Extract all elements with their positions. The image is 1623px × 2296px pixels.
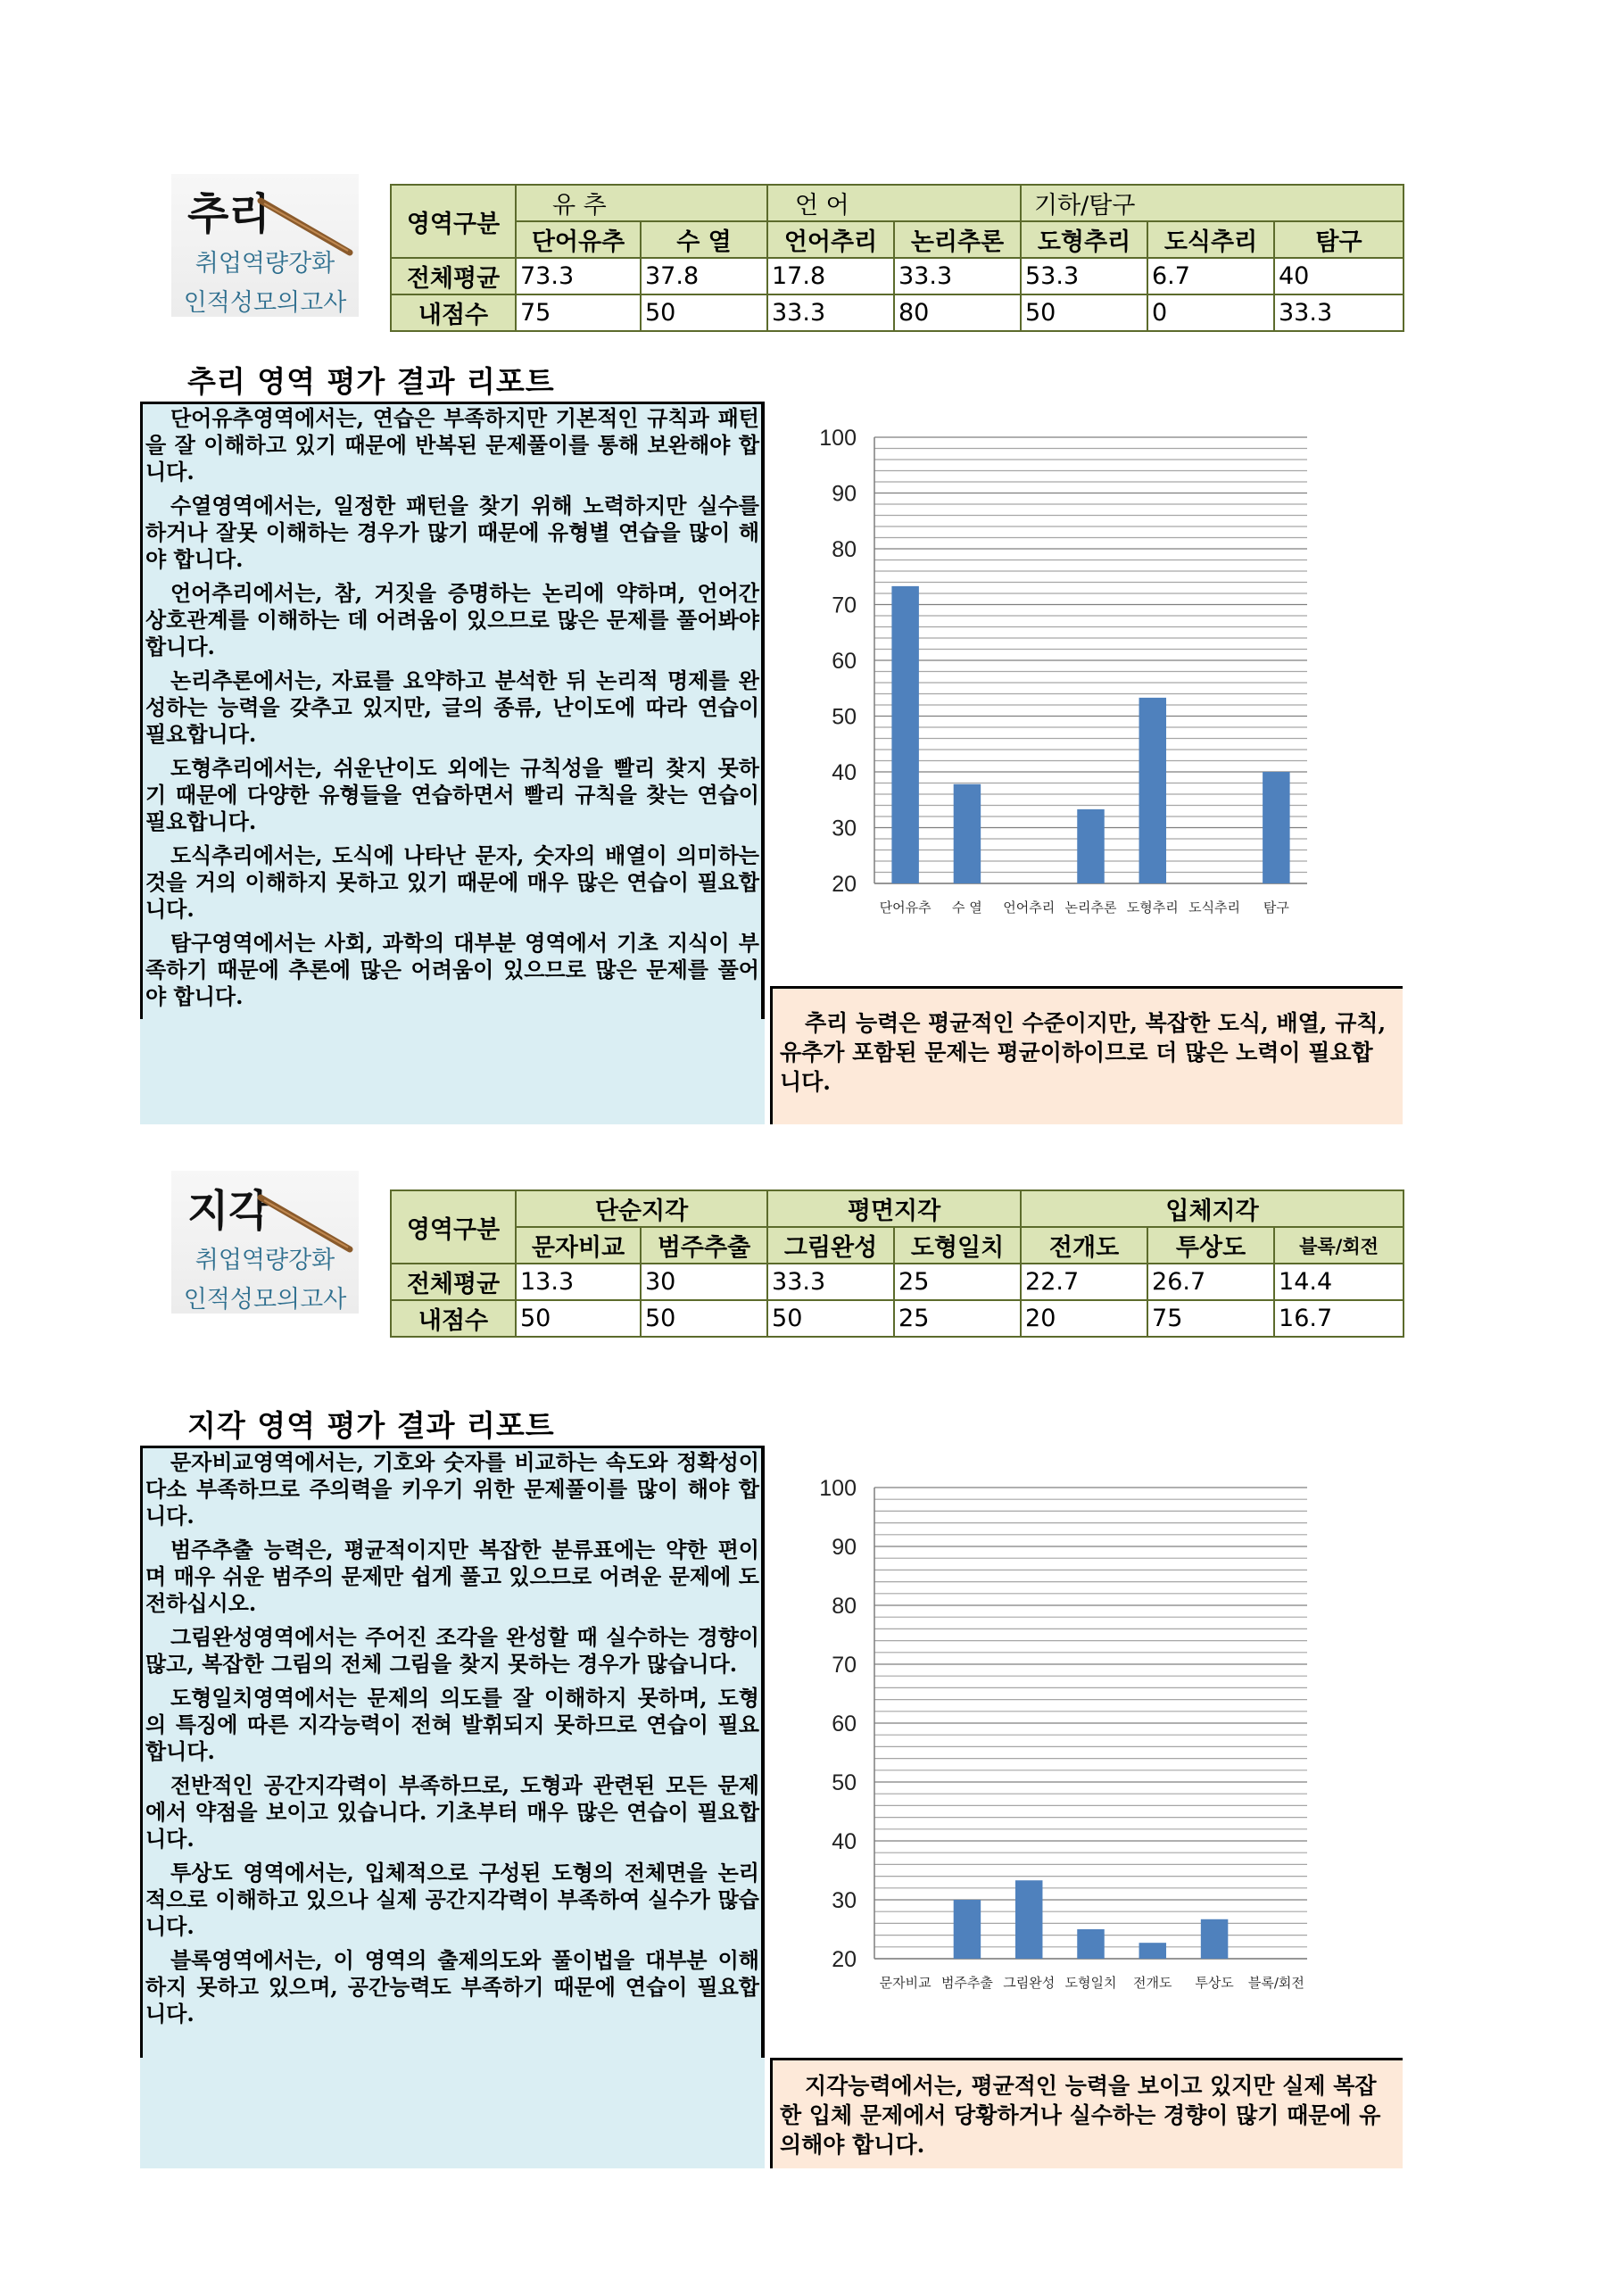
y-tick-label: 40 — [832, 1829, 857, 1854]
avg-cell: 33.3 — [894, 258, 1021, 294]
my-score-cell: 33.3 — [1274, 294, 1404, 331]
sub-header: 논리추론 — [894, 221, 1021, 258]
x-tick-label: 수 열 — [952, 899, 982, 916]
report-paragraph: 그림완성영역에서는 주어진 조각을 완성할 때 실수하는 경향이 많고, 복잡한 그림의 전체 그림을 찾지 못하는 경우가 많습니다. — [145, 1624, 759, 1677]
sub-header: 도형추리 — [1021, 221, 1147, 258]
perception-conclusion-box — [770, 2058, 1403, 2168]
row-label-my-score: 내점수 — [391, 1300, 516, 1337]
sub-header: 도형일치 — [894, 1227, 1021, 1264]
x-tick-label: 단어유추 — [879, 899, 932, 916]
report-paragraph: 언어추리에서는, 참, 거짓을 증명하는 논리에 약하며, 언어간 상호관계를 이해하는 데 어려움이 있으므로 많은 문제를 풀어봐야 합니다. — [145, 580, 759, 659]
group-header: 기하/탐구 — [1021, 185, 1404, 221]
group-header: 입체지각 — [1021, 1190, 1404, 1227]
y-tick-label: 100 — [819, 1476, 857, 1501]
bar — [1015, 1880, 1042, 1959]
y-tick-label: 100 — [819, 426, 857, 451]
group-header: 언 어 — [767, 185, 1021, 221]
x-tick-label: 그림완성 — [1003, 1975, 1056, 1991]
y-tick-label: 80 — [832, 537, 857, 562]
avg-cell: 33.3 — [767, 1264, 894, 1300]
my-score-cell: 50 — [1021, 294, 1147, 331]
my-score-cell: 16.7 — [1274, 1300, 1404, 1337]
perception-report-text — [140, 1446, 765, 2168]
avg-cell: 14.4 — [1274, 1264, 1404, 1300]
group-header: 유 추 — [516, 185, 767, 221]
my-score-cell: 50 — [641, 1300, 767, 1337]
report-paragraph: 논리추론에서는, 자료를 요약하고 분석한 뒤 논리적 명제를 완성하는 능력을 갖추고 있지만, 글의 종류, 난이도에 따라 연습이 필요합니다. — [145, 667, 759, 747]
avg-cell: 30 — [641, 1264, 767, 1300]
sub-header: 투상도 — [1147, 1227, 1274, 1264]
conclusion-text: 지각능력에서는, 평균적인 능력을 보이고 있지만 실제 복잡한 입체 문제에서 당황하거나 실수하는 경향이 많기 때문에 유의해야 합니다. — [780, 2073, 1381, 2158]
report-paragraph: 투상도 영역에서는, 입체적으로 구성된 도형의 전체면을 논리적으로 이해하고 있으나 실제 공간지각력이 부족하여 실수가 많습니다. — [145, 1860, 759, 1939]
perception-score-table — [390, 1189, 1404, 1338]
y-tick-label: 50 — [832, 704, 857, 730]
y-tick-label: 30 — [832, 816, 857, 841]
section1-logo — [171, 174, 359, 317]
logo-title: 추리 — [187, 189, 270, 239]
y-tick-label: 70 — [832, 593, 857, 618]
bar — [1077, 809, 1104, 883]
y-tick-label: 40 — [832, 760, 857, 785]
avg-cell: 40 — [1274, 258, 1404, 294]
y-tick-label: 50 — [832, 1770, 857, 1795]
sub-header: 전개도 — [1021, 1227, 1147, 1264]
y-tick-label: 60 — [832, 1712, 857, 1737]
section2-logo — [171, 1171, 359, 1314]
y-tick-label: 20 — [832, 872, 857, 897]
sub-header: 탐구 — [1274, 221, 1404, 258]
report-paragraph: 단어유추영역에서는, 연습은 부족하지만 기본적인 규칙과 패턴을 잘 이해하고 있기 때문에 반복된 문제풀이를 통해 보완해야 합니다. — [145, 405, 759, 485]
bar — [1139, 698, 1166, 883]
my-score-cell: 50 — [641, 294, 767, 331]
avg-cell: 26.7 — [1147, 1264, 1274, 1300]
report-paragraph: 블록영역에서는, 이 영역의 출제의도와 풀이법을 대부분 이해하지 못하고 있으며, 공간능력도 부족하기 때문에 연습이 필요합니다. — [145, 1947, 759, 2027]
conclusion-text: 추리 능력은 평균적인 수준이지만, 복잡한 도식, 배열, 규칙, 유추가 포함된 문제는 평균이하이므로 더 많은 노력이 필요합니다. — [780, 1010, 1387, 1095]
my-score-cell: 33.3 — [767, 294, 894, 331]
x-tick-label: 도형일치 — [1064, 1975, 1117, 1991]
sub-header: 범주추출 — [641, 1227, 767, 1264]
avg-cell: 25 — [894, 1264, 1021, 1300]
logo-title: 지각 — [187, 1186, 270, 1236]
sub-header: 문자비교 — [516, 1227, 641, 1264]
avg-cell: 17.8 — [767, 258, 894, 294]
group-header: 단순지각 — [516, 1190, 767, 1227]
logo-line1: 취업역량강화 — [195, 250, 335, 278]
logo-line2: 인적성모의고사 — [183, 1286, 347, 1314]
x-tick-label: 도식추리 — [1188, 899, 1241, 916]
x-tick-label: 도형추리 — [1126, 899, 1179, 916]
my-score-cell: 50 — [516, 1300, 641, 1337]
x-tick-label: 탐구 — [1263, 899, 1289, 916]
x-tick-label: 언어추리 — [1003, 899, 1056, 916]
report-title: 추리 영역 평가 결과 리포트 — [187, 364, 555, 399]
my-score-cell: 20 — [1021, 1300, 1147, 1337]
report-paragraph: 도형추리에서는, 쉬운난이도 외에는 규칙성을 빨리 찾지 못하기 때문에 다양한 유형들을 연습하면서 빨리 규칙을 찾는 연습이 필요합니다. — [145, 755, 759, 834]
y-tick-label: 90 — [832, 1535, 857, 1560]
group-header: 평면지각 — [767, 1190, 1021, 1227]
reasoning-conclusion-box — [770, 986, 1403, 1124]
sub-header: 그림완성 — [767, 1227, 894, 1264]
x-tick-label: 블록/회전 — [1247, 1975, 1304, 1991]
avg-cell: 37.8 — [641, 258, 767, 294]
my-score-cell: 25 — [894, 1300, 1021, 1337]
report-paragraph: 도형일치영역에서는 문제의 의도를 잘 이해하지 못하며, 도형의 특징에 따른 지각능력이 전혀 발휘되지 못하므로 연습이 필요합니다. — [145, 1685, 759, 1764]
y-tick-label: 30 — [832, 1888, 857, 1913]
report-paragraph: 도식추리에서는, 도식에 나타난 문자, 숫자의 배열이 의미하는 것을 거의 이해하지 못하고 있기 때문에 매우 많은 연습이 필요합니다. — [145, 842, 759, 922]
perception-bar-chart — [785, 1459, 1338, 1994]
table-corner: 영역구분 — [391, 185, 516, 258]
sub-header: 언어추리 — [767, 221, 894, 258]
row-label-average: 전체평균 — [391, 258, 516, 294]
bar — [954, 784, 981, 883]
sub-header: 도식추리 — [1147, 221, 1274, 258]
x-tick-label: 범주추출 — [940, 1975, 993, 1991]
reasoning-bar-chart — [785, 419, 1338, 937]
bar — [954, 1900, 981, 1959]
logo-line1: 취업역량강화 — [195, 1247, 335, 1274]
report-paragraph: 문자비교영역에서는, 기호와 숫자를 비교하는 속도와 정확성이 다소 부족하므로 주의력을 키우기 위한 문제풀이를 많이 해야 합니다. — [145, 1449, 759, 1529]
avg-cell: 6.7 — [1147, 258, 1274, 294]
sub-header: 수 열 — [641, 221, 767, 258]
y-tick-label: 20 — [832, 1947, 857, 1972]
bar — [1201, 1919, 1228, 1959]
x-tick-label: 전개도 — [1133, 1975, 1172, 1991]
x-tick-label: 문자비교 — [879, 1975, 932, 1991]
reasoning-report-text — [140, 402, 765, 1124]
y-tick-label: 90 — [832, 481, 857, 507]
bar — [891, 586, 918, 883]
y-tick-label: 60 — [832, 649, 857, 674]
report-paragraph: 전반적인 공간지각력이 부족하므로, 도형과 관련된 모든 문제에서 약점을 보이고 있습니다. 기초부터 매우 많은 연습이 필요합니다. — [145, 1772, 759, 1852]
report-paragraph: 수열영역에서는, 일정한 패턴을 찾기 위해 노력하지만 실수를 하거나 잘못 이해하는 경우가 많기 때문에 유형별 연습을 많이 해야 합니다. — [145, 493, 759, 572]
report-paragraph: 범주추출 능력은, 평균적이지만 복잡한 분류표에는 약한 편이며 매우 쉬운 범주의 문제만 쉽게 풀고 있으므로 어려운 문제에 도전하십시오. — [145, 1537, 759, 1616]
row-label-my-score: 내점수 — [391, 294, 516, 331]
reasoning-score-table — [390, 184, 1404, 332]
bar — [1077, 1929, 1104, 1959]
y-tick-label: 80 — [832, 1594, 857, 1619]
my-score-cell: 80 — [894, 294, 1021, 331]
sub-header: 단어유추 — [516, 221, 641, 258]
x-tick-label: 논리추론 — [1064, 899, 1117, 916]
avg-cell: 53.3 — [1021, 258, 1147, 294]
sub-header: 블록/회전 — [1274, 1227, 1404, 1264]
avg-cell: 22.7 — [1021, 1264, 1147, 1300]
table-corner: 영역구분 — [391, 1190, 516, 1264]
row-label-average: 전체평균 — [391, 1264, 516, 1300]
y-tick-label: 70 — [832, 1653, 857, 1678]
report-title: 지각 영역 평가 결과 리포트 — [187, 1408, 555, 1443]
my-score-cell: 50 — [767, 1300, 894, 1337]
avg-cell: 73.3 — [516, 258, 641, 294]
report-paragraph: 탐구영역에서는 사회, 과학의 대부분 영역에서 기초 지식이 부족하기 때문에 추론에 많은 어려움이 있으므로 많은 문제를 풀어야 합니다. — [145, 930, 759, 1009]
logo-line2: 인적성모의고사 — [183, 289, 347, 317]
my-score-cell: 0 — [1147, 294, 1274, 331]
x-tick-label: 투상도 — [1195, 1975, 1234, 1991]
bar — [1139, 1943, 1166, 1959]
bar — [1263, 772, 1289, 883]
my-score-cell: 75 — [1147, 1300, 1274, 1337]
my-score-cell: 75 — [516, 294, 641, 331]
avg-cell: 13.3 — [516, 1264, 641, 1300]
